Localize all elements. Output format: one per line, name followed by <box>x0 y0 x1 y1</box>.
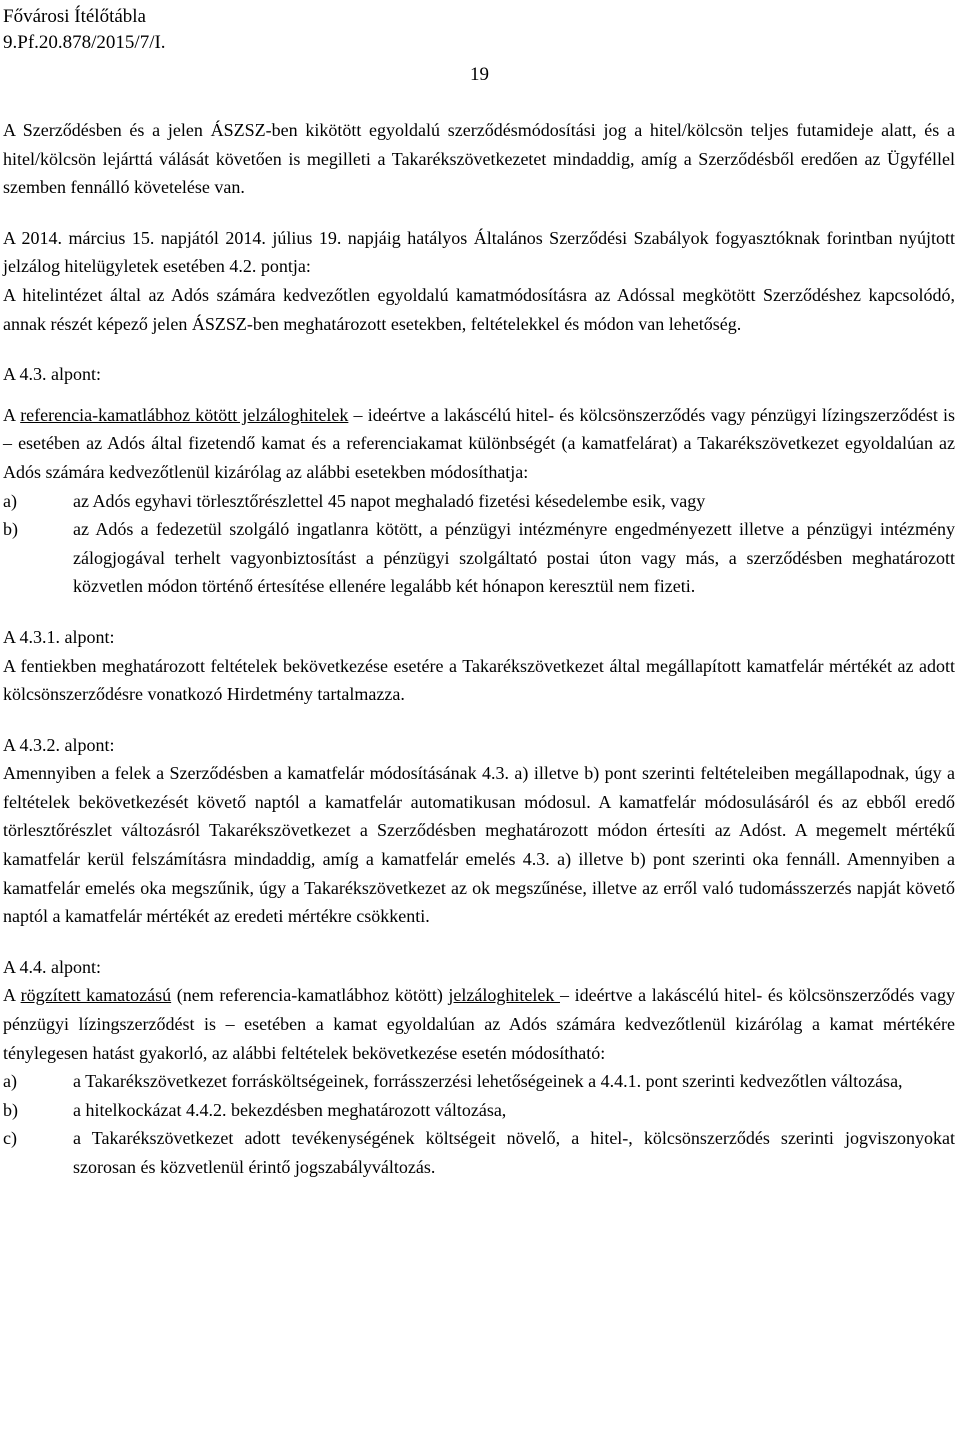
list-item: b) a hitelkockázat 4.4.2. bekezdésben meghatározott változása, <box>3 1099 507 1120</box>
heading-4-3-1: A 4.3.1. alpont: <box>3 626 115 647</box>
paragraph-aszsz-reference: A 2014. március 15. napjától 2014. július 19. napjáig hatályos Általános Szerződési Szabályok fogyasztóknak forintban nyújtott jelzálog hitelügyletek esetében 4.2. pontja: <box>3 227 955 277</box>
court-name: Fővárosi Ítélőtábla <box>3 6 146 27</box>
heading-4-4: A 4.4. alpont: <box>3 956 101 977</box>
paragraph-aszsz-4-2: A hitelintézet által az Adós számára kedvezőtlen egyoldalú kamatmódosításra az Adóssal megkötött Szerződéshez kapcsolódó, annak részét képező jelen ÁSZSZ-ben meghatározott esetekben, feltételekkel és módon van lehetőség. <box>3 284 955 334</box>
list-item: a) a Takarékszövetkezet forrásköltségeinek, forrásszerzési lehetőségeinek a 4.4.1. pont szerinti kedvezőtlen változása, <box>3 1071 903 1092</box>
document-body <box>3 116 955 1182</box>
underlined-term: jelzáloghitelek <box>448 985 560 1006</box>
page-number: 19 <box>470 64 489 85</box>
list-item: b) az Adós a fedezetül szolgáló ingatlanra kötött, a pénzügyi intézményre engedményezett illetve a pénzügyi intézmény zálogjogával terhelt vagyonbiztosítást a pénzügyi szolgáltató postai úton vagy más, a szerződésben meghatározott közvetlen módon történő értesítése ellenére legalább két hónapon keresztül nem fizeti. <box>3 519 955 597</box>
heading-4-3-2: A 4.3.2. alpont: <box>3 734 115 755</box>
list-item: c) a Takarékszövetkezet adott tevékenységének költségeit növelő, a hitel-, kölcsönszerződés szerinti jogviszonyokat szorosan és közvetlenül érintő jogszabályváltozás. <box>3 1128 955 1177</box>
paragraph-intro: A Szerződésben és a jelen ÁSZSZ-ben kikötött egyoldalú szerződésmódosítási jog a hitel/kölcsön teljes futamideje alatt, és a hitel/kölcsön lejárttá válását követően is megilleti a Takarékszövetkezetet mindaddig, amíg a Szerződésből eredően az Ügyféllel szemben fennálló követelése van. <box>3 120 955 198</box>
paragraph-4-3: A referencia-kamatlábhoz kötött jelzáloghitelek – ideértve a lakáscélú hitel- és kölcsönszerződés vagy pénzügyi lízingszerződést is – esetében az Adós által fizetendő kamat és a referenciakamat különbségét (a kamatfelárat) a Takarékszövetkezet egyoldalúan az Adós számára kedvezőtlenül kizárólag az alábbi esetekben módosíthatja: <box>3 404 955 482</box>
paragraph-4-4: A rögzített kamatozású (nem referencia-kamatlábhoz kötött) jelzáloghitelek – ideértve a lakáscélú hitel- és kölcsönszerződés vagy pénzügyi lízingszerződést is – esetében a kamat egyoldalúan az Adós számára kedvezőtlenül kizárólag a kamat mértékére ténylegesen hatást gyakorló, az alábbi feltételek bekövetkezése esetén módosítható: <box>3 985 956 1063</box>
paragraph-4-3-1: A fentiekben meghatározott feltételek bekövetkezése esetére a Takarékszövetkezet által megállapított kamatfelár mértékét az adott kölcsönszerződésre vonatkozó Hirdetmény tartalmazza. <box>3 655 955 705</box>
case-number: 9.Pf.20.878/2015/7/I. <box>3 32 166 53</box>
list-item: a) az Adós egyhavi törlesztőrészlettel 45 napot meghaladó fizetési késedelembe esik, vagy <box>3 490 706 511</box>
heading-4-3: A 4.3. alpont: <box>3 364 101 385</box>
paragraph-4-3-2: Amennyiben a felek a Szerződésben a kamatfelár módosításának 4.3. a) illetve b) pont szerinti feltételeiben megállapodnak, úgy a feltételek bekövetkezését követő naptól a kamatfelár automatikusan módosul. A kamatfelár módosulásáról és az ebből eredő törlesztőrészlet változásról Takarékszövetkezet a Szerződésben meghatározott módon értesíti az Adóst. A megemelt mértékű kamatfelár kerül felszámításra mindaddig, amíg a kamatfelár emelés 4.3. a) illetve b) pont szerinti oka fennáll. Amennyiben a kamatfelár emelés oka megszűnik, úgy a Takarékszövetkezet az ok megszűnése, illetve az erről való tudomásszerzés napját követő naptól a kamatfelár mértékét az eredeti mértékre csökkenti. <box>3 763 955 927</box>
underlined-term: rögzített kamatozású <box>20 985 172 1006</box>
underlined-term: referencia-kamatlábhoz kötött jelzáloghitelek <box>20 404 349 425</box>
